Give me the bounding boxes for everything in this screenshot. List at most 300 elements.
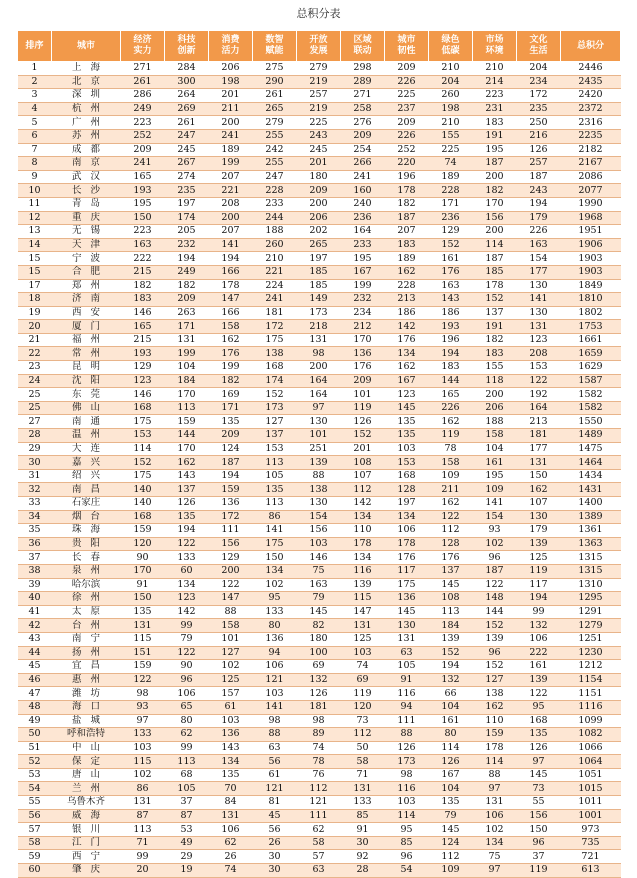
cell-rank: 55 [18,796,52,810]
cell-economy: 87 [121,809,165,823]
cell-rank: 30 [18,456,52,470]
cell-regional: 131 [341,619,385,633]
cell-total: 1212 [561,660,621,674]
cell-digital: 88 [253,728,297,742]
cell-digital: 26 [253,836,297,850]
cell-culture: 117 [517,578,561,592]
cell-resilience: 103 [385,796,429,810]
cell-regional: 258 [341,102,385,116]
cell-tech: 194 [165,524,209,538]
cell-tech: 300 [165,75,209,89]
cell-culture: 130 [517,279,561,293]
cell-green: 109 [429,469,473,483]
cell-rank: 41 [18,605,52,619]
cell-market: 178 [473,741,517,755]
cell-market: 96 [473,646,517,660]
cell-market: 185 [473,265,517,279]
cell-economy: 150 [121,592,165,606]
cell-culture: 179 [517,211,561,225]
cell-tech: 133 [165,551,209,565]
cell-city: 潍坊 [52,687,121,701]
cell-regional: 115 [341,592,385,606]
cell-openness: 200 [297,197,341,211]
cell-green: 204 [429,75,473,89]
cell-city: 厦门 [52,320,121,334]
cell-regional: 133 [341,796,385,810]
cell-culture: 208 [517,347,561,361]
cell-tech: 174 [165,211,209,225]
cell-resilience: 197 [385,497,429,511]
cell-rank: 10 [18,184,52,198]
cell-green: 194 [429,347,473,361]
cell-resilience: 126 [385,741,429,755]
cell-city: 成都 [52,143,121,157]
cell-culture: 119 [517,864,561,878]
cell-regional: 131 [341,782,385,796]
cell-market: 114 [473,238,517,252]
cell-tech: 105 [165,782,209,796]
cell-digital: 168 [253,361,297,375]
cell-openness: 201 [297,157,341,171]
cell-rank: 33 [18,497,52,511]
cell-digital: 141 [253,700,297,714]
cell-regional: 167 [341,265,385,279]
cell-city: 烟台 [52,510,121,524]
cell-consumption: 158 [209,619,253,633]
cell-city: 武汉 [52,170,121,184]
cell-market: 159 [473,728,517,742]
cell-openness: 154 [297,510,341,524]
cell-resilience: 176 [385,333,429,347]
cell-market: 122 [473,578,517,592]
cell-total: 1475 [561,442,621,456]
cell-rank: 23 [18,361,52,375]
cell-economy: 165 [121,320,165,334]
table-row [18,524,621,538]
cell-regional: 201 [341,442,385,456]
cell-rank: 53 [18,768,52,782]
header-economy: 经济 实力 [121,31,165,62]
cell-digital: 134 [253,564,297,578]
cell-city: 宜昌 [52,660,121,674]
cell-rank: 15 [18,252,52,266]
cell-culture: 125 [517,551,561,565]
cell-total: 1315 [561,564,621,578]
cell-rank: 13 [18,225,52,239]
cell-resilience: 103 [385,442,429,456]
cell-openness: 111 [297,809,341,823]
table-header [18,31,621,62]
cell-green: 155 [429,129,473,143]
cell-resilience: 225 [385,89,429,103]
cell-total: 2235 [561,129,621,143]
cell-openness: 100 [297,646,341,660]
cell-openness: 180 [297,632,341,646]
cell-market: 183 [473,347,517,361]
cell-city: 郑州 [52,279,121,293]
cell-digital: 106 [253,660,297,674]
cell-culture: 204 [517,62,561,76]
cell-tech: 162 [165,456,209,470]
cell-digital: 113 [253,456,297,470]
cell-consumption: 88 [209,605,253,619]
header-city: 城市 [52,31,121,62]
cell-regional: 126 [341,415,385,429]
cell-green: 145 [429,578,473,592]
cell-market: 195 [473,143,517,157]
cell-openness: 206 [297,211,341,225]
cell-culture: 162 [517,483,561,497]
cell-economy: 98 [121,687,165,701]
cell-resilience: 207 [385,225,429,239]
cell-green: 162 [429,497,473,511]
cell-openness: 57 [297,850,341,864]
table-row [18,510,621,524]
cell-digital: 45 [253,809,297,823]
cell-total: 1011 [561,796,621,810]
cell-market: 131 [473,796,517,810]
header-market: 市场 环境 [473,31,517,62]
cell-resilience: 178 [385,184,429,198]
cell-tech: 194 [165,252,209,266]
cell-openness: 130 [297,497,341,511]
cell-rank: 18 [18,293,52,307]
cell-total: 2316 [561,116,621,130]
cell-digital: 61 [253,768,297,782]
cell-market: 93 [473,524,517,538]
cell-openness: 164 [297,374,341,388]
cell-green: 196 [429,333,473,347]
cell-city: 合肥 [52,265,121,279]
cell-tech: 131 [165,333,209,347]
cell-tech: 135 [165,510,209,524]
cell-rank: 28 [18,429,52,443]
cell-openness: 139 [297,456,341,470]
cell-digital: 275 [253,62,297,76]
score-table [17,30,621,878]
table-row [18,864,621,878]
cell-digital: 153 [253,442,297,456]
cell-consumption: 74 [209,864,253,878]
cell-market: 206 [473,401,517,415]
cell-tech: 106 [165,687,209,701]
cell-green: 158 [429,456,473,470]
cell-economy: 99 [121,850,165,864]
cell-total: 1659 [561,347,621,361]
cell-total: 1295 [561,592,621,606]
cell-economy: 151 [121,646,165,660]
cell-total: 1550 [561,415,621,429]
cell-economy: 146 [121,388,165,402]
table-row [18,388,621,402]
cell-consumption: 182 [209,374,253,388]
cell-market: 75 [473,850,517,864]
cell-total: 1951 [561,225,621,239]
cell-regional: 276 [341,116,385,130]
cell-digital: 105 [253,469,297,483]
cell-tech: 122 [165,646,209,660]
header-row [18,31,621,62]
cell-tech: 274 [165,170,209,184]
cell-consumption: 127 [209,646,253,660]
cell-city: 东莞 [52,388,121,402]
cell-green: 167 [429,768,473,782]
table-row [18,265,621,279]
cell-total: 1116 [561,700,621,714]
cell-city: 温州 [52,429,121,443]
cell-rank: 38 [18,564,52,578]
cell-regional: 142 [341,497,385,511]
cell-resilience: 196 [385,170,429,184]
cell-city: 徐州 [52,592,121,606]
cell-rank: 36 [18,537,52,551]
cell-total: 2077 [561,184,621,198]
cell-total: 1582 [561,401,621,415]
cell-consumption: 171 [209,401,253,415]
table-row [18,293,621,307]
cell-consumption: 106 [209,823,253,837]
cell-culture: 216 [517,129,561,143]
cell-digital: 260 [253,238,297,252]
cell-total: 1389 [561,510,621,524]
cell-regional: 69 [341,673,385,687]
table-row [18,75,621,89]
cell-consumption: 131 [209,809,253,823]
cell-market: 134 [473,836,517,850]
cell-tech: 267 [165,157,209,171]
cell-city: 中山 [52,741,121,755]
cell-market: 188 [473,415,517,429]
table-row [18,809,621,823]
cell-regional: 241 [341,170,385,184]
cell-openness: 89 [297,728,341,742]
cell-rank: 5 [18,116,52,130]
table-row [18,700,621,714]
table-row [18,129,621,143]
header-consumption: 消费 活力 [209,31,253,62]
cell-consumption: 70 [209,782,253,796]
cell-regional: 147 [341,605,385,619]
cell-resilience: 96 [385,850,429,864]
cell-culture: 126 [517,143,561,157]
cell-tech: 249 [165,265,209,279]
cell-green: 74 [429,157,473,171]
cell-digital: 102 [253,578,297,592]
table-row [18,605,621,619]
cell-tech: 264 [165,89,209,103]
cell-resilience: 123 [385,388,429,402]
cell-resilience: 135 [385,429,429,443]
header-openness: 开放 发展 [297,31,341,62]
cell-total: 1310 [561,578,621,592]
cell-regional: 240 [341,197,385,211]
cell-digital: 136 [253,632,297,646]
cell-green: 152 [429,238,473,252]
cell-market: 152 [473,293,517,307]
cell-economy: 122 [121,673,165,687]
cell-rank: 35 [18,524,52,538]
cell-culture: 95 [517,700,561,714]
table-row [18,592,621,606]
cell-economy: 152 [121,456,165,470]
cell-openness: 245 [297,143,341,157]
table-row [18,768,621,782]
cell-culture: 73 [517,782,561,796]
cell-openness: 138 [297,483,341,497]
cell-city: 嘉兴 [52,456,121,470]
cell-market: 182 [473,333,517,347]
cell-city: 杭州 [52,102,121,116]
cell-total: 1154 [561,673,621,687]
cell-resilience: 213 [385,293,429,307]
cell-resilience: 187 [385,211,429,225]
cell-economy: 20 [121,864,165,878]
cell-culture: 119 [517,564,561,578]
cell-economy: 114 [121,442,165,456]
cell-green: 119 [429,429,473,443]
cell-rank: 42 [18,619,52,633]
cell-city: 惠州 [52,673,121,687]
cell-green: 104 [429,700,473,714]
cell-consumption: 158 [209,320,253,334]
cell-tech: 144 [165,429,209,443]
cell-economy: 170 [121,564,165,578]
cell-resilience: 153 [385,456,429,470]
cell-economy: 93 [121,700,165,714]
cell-digital: 247 [253,170,297,184]
cell-culture: 132 [517,619,561,633]
cell-rank: 7 [18,143,52,157]
cell-market: 183 [473,116,517,130]
cell-green: 145 [429,823,473,837]
cell-regional: 298 [341,62,385,76]
cell-total: 1968 [561,211,621,225]
cell-green: 132 [429,673,473,687]
cell-market: 187 [473,564,517,578]
table-row [18,714,621,728]
cell-tech: 99 [165,619,209,633]
cell-green: 171 [429,197,473,211]
cell-city: 常州 [52,347,121,361]
cell-consumption: 61 [209,700,253,714]
cell-consumption: 208 [209,197,253,211]
cell-consumption: 124 [209,442,253,456]
cell-openness: 218 [297,320,341,334]
cell-consumption: 207 [209,225,253,239]
cell-openness: 145 [297,605,341,619]
cell-economy: 115 [121,755,165,769]
cell-city: 长沙 [52,184,121,198]
cell-city: 佛山 [52,401,121,415]
cell-tech: 123 [165,592,209,606]
cell-digital: 133 [253,605,297,619]
cell-consumption: 189 [209,143,253,157]
table-row [18,197,621,211]
cell-economy: 193 [121,184,165,198]
cell-economy: 135 [121,605,165,619]
cell-culture: 123 [517,333,561,347]
header-regional: 区域 联动 [341,31,385,62]
cell-city: 广州 [52,116,121,130]
cell-regional: 234 [341,306,385,320]
header-tech: 科技 创新 [165,31,209,62]
cell-city: 威海 [52,809,121,823]
cell-total: 1064 [561,755,621,769]
cell-tech: 90 [165,660,209,674]
cell-consumption: 178 [209,279,253,293]
cell-culture: 150 [517,823,561,837]
cell-consumption: 221 [209,184,253,198]
cell-market: 102 [473,823,517,837]
cell-openness: 75 [297,564,341,578]
table-body [18,62,621,878]
cell-rank: 43 [18,632,52,646]
cell-culture: 179 [517,524,561,538]
cell-digital: 255 [253,129,297,143]
cell-tech: 80 [165,714,209,728]
cell-resilience: 63 [385,646,429,660]
cell-digital: 241 [253,293,297,307]
cell-green: 163 [429,279,473,293]
cell-green: 113 [429,605,473,619]
cell-regional: 212 [341,320,385,334]
cell-total: 1082 [561,728,621,742]
cell-culture: 177 [517,265,561,279]
cell-culture: 172 [517,89,561,103]
cell-consumption: 199 [209,157,253,171]
cell-rank: 39 [18,578,52,592]
table-row [18,796,621,810]
cell-resilience: 91 [385,673,429,687]
cell-consumption: 157 [209,687,253,701]
cell-openness: 219 [297,102,341,116]
cell-resilience: 209 [385,116,429,130]
cell-resilience: 220 [385,157,429,171]
table-row [18,170,621,184]
cell-green: 184 [429,619,473,633]
cell-regional: 271 [341,89,385,103]
cell-consumption: 156 [209,537,253,551]
cell-city: 大连 [52,442,121,456]
cell-total: 1291 [561,605,621,619]
cell-digital: 103 [253,687,297,701]
table-row [18,632,621,646]
cell-consumption: 200 [209,564,253,578]
table-row [18,429,621,443]
cell-green: 236 [429,211,473,225]
cell-culture: 37 [517,850,561,864]
cell-digital: 80 [253,619,297,633]
cell-culture: 156 [517,809,561,823]
table-row [18,483,621,497]
cell-openness: 156 [297,524,341,538]
cell-culture: 177 [517,442,561,456]
cell-resilience: 226 [385,129,429,143]
cell-openness: 69 [297,660,341,674]
table-row [18,728,621,742]
table-row [18,551,621,565]
cell-total: 1810 [561,293,621,307]
cell-green: 122 [429,510,473,524]
cell-resilience: 167 [385,374,429,388]
cell-resilience: 145 [385,605,429,619]
cell-regional: 170 [341,333,385,347]
cell-digital: 113 [253,497,297,511]
cell-openness: 197 [297,252,341,266]
cell-green: 193 [429,320,473,334]
cell-total: 1066 [561,741,621,755]
cell-market: 97 [473,864,517,878]
